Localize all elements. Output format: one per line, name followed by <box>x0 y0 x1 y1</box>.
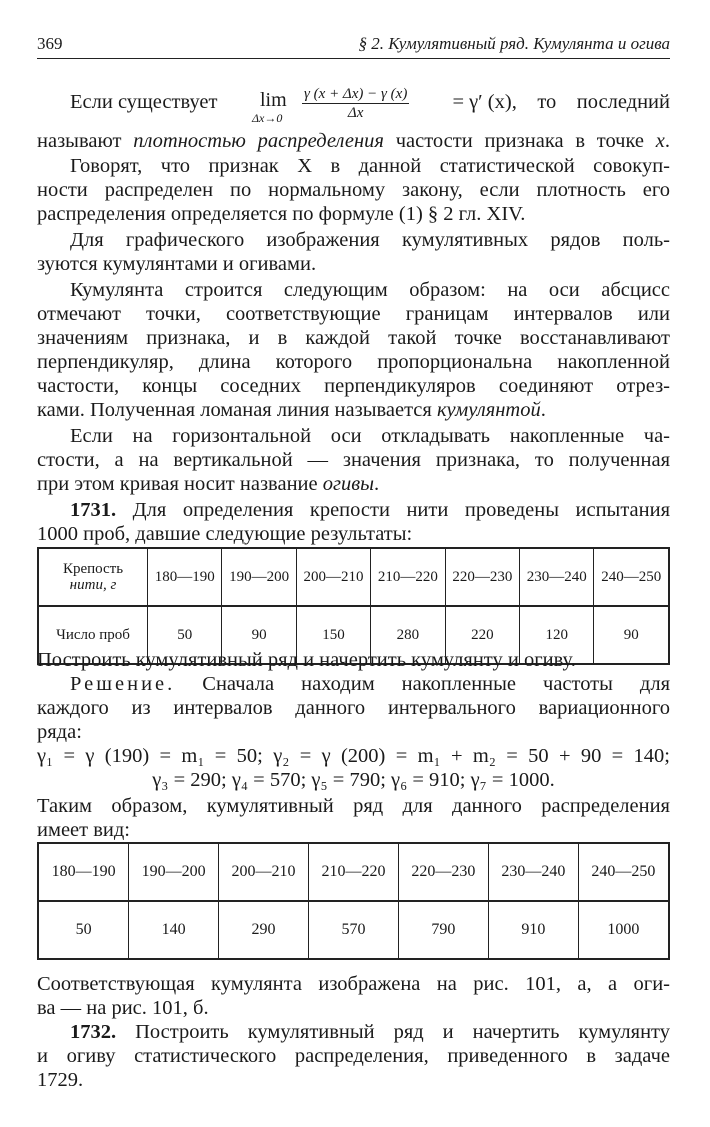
fraction-denominator: Δx <box>347 105 364 121</box>
text-run: называют <box>37 130 134 152</box>
interval-cell: 200—210 <box>219 843 309 901</box>
text-line: ряда: <box>37 721 82 743</box>
lim-subscript: Δx→0 <box>252 111 283 125</box>
interval-cell: 210—220 <box>309 843 399 901</box>
lim-word: lim <box>260 89 287 111</box>
text-run: . <box>540 399 546 421</box>
text-line: и огиву статистического распределения, приведенного в задаче <box>37 1045 670 1067</box>
text-line: стости, а на вертикальной — значения признака, то полученная <box>37 449 670 471</box>
count-cell: 220 <box>445 606 519 664</box>
interval-cell: 240—250 <box>594 548 669 606</box>
text-line: каждого из интервалов данного интервального вариационного <box>37 697 670 719</box>
cumulative-cell: 570 <box>309 901 399 959</box>
formula-cumulative-2: γ₃ = 290; γ₄ = 570; γ₅ = 790; γ₆ = 910; γ₇ = 1000. <box>152 769 555 791</box>
derivative-text: = γ′ (x), то последний <box>452 91 670 113</box>
term-density: плотностью распределения <box>133 130 384 152</box>
count-cell: 280 <box>371 606 445 664</box>
term-ogive: огивы <box>322 473 375 495</box>
interval-cell: 220—230 <box>398 843 488 901</box>
text-line: распределения определяется по формуле (1) § 2 гл. XIV. <box>37 203 526 225</box>
count-cell: 50 <box>148 606 222 664</box>
text-line: отмечают точки, соответствующие границам интервалов или <box>37 303 670 325</box>
interval-cell: 210—220 <box>371 548 445 606</box>
count-cell: 90 <box>222 606 296 664</box>
cumulative-table <box>37 842 670 960</box>
table-row <box>38 843 669 901</box>
fraction-numerator: γ (x + Δx) − γ (x) <box>304 86 408 102</box>
cumulative-cell: 1000 <box>578 901 669 959</box>
problem-1731-statement <box>70 498 670 522</box>
page-header <box>37 30 670 59</box>
task-text: Построить кумулятивный ряд и начертить кумулянту и огиву. <box>37 649 576 671</box>
interval-cell: 180—190 <box>148 548 222 606</box>
solution-line <box>70 672 670 696</box>
interval-cell: 190—200 <box>222 548 296 606</box>
text-line: перпендикуляр, длина которого пропорциональна накопленной <box>37 351 670 373</box>
formula-cumulative-1: γ₁ = γ (190) = m₁ = 50; γ₂ = γ (200) = m₁ + m₂ = 50 + 90 = 140; <box>37 745 670 767</box>
text-run: Для определения крепости нити проведены испытания <box>116 499 670 521</box>
text-run: ками. Полученная ломаная линия называется <box>37 399 437 421</box>
running-title: § 2. Кумулятивный ряд. Кумулянта и огива <box>358 34 670 53</box>
header-line: Крепость <box>62 561 124 577</box>
text-line: Для графического изображения кумулятивных рядов поль- <box>70 229 670 251</box>
text-line: частости, концы соседних перпендикуляров соединяют отрез- <box>37 375 670 397</box>
interval-cell: 190—200 <box>129 843 219 901</box>
text-run: . <box>374 473 380 495</box>
text-line: Если на горизонтальной оси откладывать накопленные ча- <box>70 425 670 447</box>
table-row <box>38 901 669 959</box>
text-line: ности распределен по нормальному закону, если плотность его <box>37 179 670 201</box>
intro-text: Если существует <box>70 91 218 113</box>
term-cumulant: кумулянтой <box>436 399 541 421</box>
text-line: 1000 проб, давшие следующие результаты: <box>37 523 413 545</box>
cumulative-cell: 290 <box>219 901 309 959</box>
text-run: . <box>664 130 671 152</box>
cumulative-cell: 790 <box>398 901 488 959</box>
interval-cell: 180—190 <box>38 843 129 901</box>
row-header-strength <box>38 548 148 606</box>
text-run: при этом кривая носит название <box>37 473 323 495</box>
table-row <box>38 548 669 606</box>
count-cell: 90 <box>594 606 669 664</box>
interval-cell: 240—250 <box>578 843 669 901</box>
text-run: Построить кумулятивный ряд и начертить кумулянту <box>116 1021 670 1043</box>
page-number: 369 <box>37 34 63 53</box>
variable-x: x <box>655 130 665 152</box>
header-line: нити, г <box>69 577 117 593</box>
text-line: Говорят, что признак X в данной статистической совокуп- <box>70 155 670 177</box>
text-line <box>37 472 670 496</box>
text-line <box>37 398 670 422</box>
interval-cell: 220—230 <box>445 548 519 606</box>
cumulative-cell: 50 <box>75 921 92 938</box>
count-cell: 120 <box>520 606 594 664</box>
limit-expression <box>252 89 287 125</box>
figure-reference: ва — на рис. 101, б. <box>37 997 209 1019</box>
text-line: Кумулянта строится следующим образом: на оси абсцисс <box>70 279 670 301</box>
text-line: имеет вид: <box>37 819 131 841</box>
cumulative-cell: 140 <box>129 901 219 959</box>
text-line: зуются кумулянтами и огивами. <box>37 253 317 275</box>
text-run: частости признака в точке <box>383 130 656 152</box>
count-cell: 150 <box>296 606 370 664</box>
cumulative-cell: 910 <box>488 901 578 959</box>
text-run: Сначала находим накопленные частоты для <box>175 673 670 695</box>
difference-quotient <box>302 85 409 122</box>
problem-number: 1732. <box>70 1021 117 1043</box>
interval-cell: 200—210 <box>296 548 370 606</box>
problem-number: 1731. <box>70 499 117 521</box>
text-line: Таким образом, кумулятивный ряд для данного распределения <box>37 795 670 817</box>
solution-label: Решение. <box>70 673 176 695</box>
text-line: 1729. <box>37 1069 84 1091</box>
problem-1732-statement <box>70 1020 670 1044</box>
interval-cell: 230—240 <box>520 548 594 606</box>
text-line: значениям признака, и в каждой такой точке восстанавливают <box>37 327 670 349</box>
figure-reference: Соответствующая кумулянта изображена на рис. 101, а, а оги- <box>37 973 670 995</box>
row-header-count: Число проб <box>56 626 130 643</box>
interval-cell: 230—240 <box>488 843 578 901</box>
limit-definition-line <box>70 85 670 125</box>
text-line <box>37 129 670 153</box>
